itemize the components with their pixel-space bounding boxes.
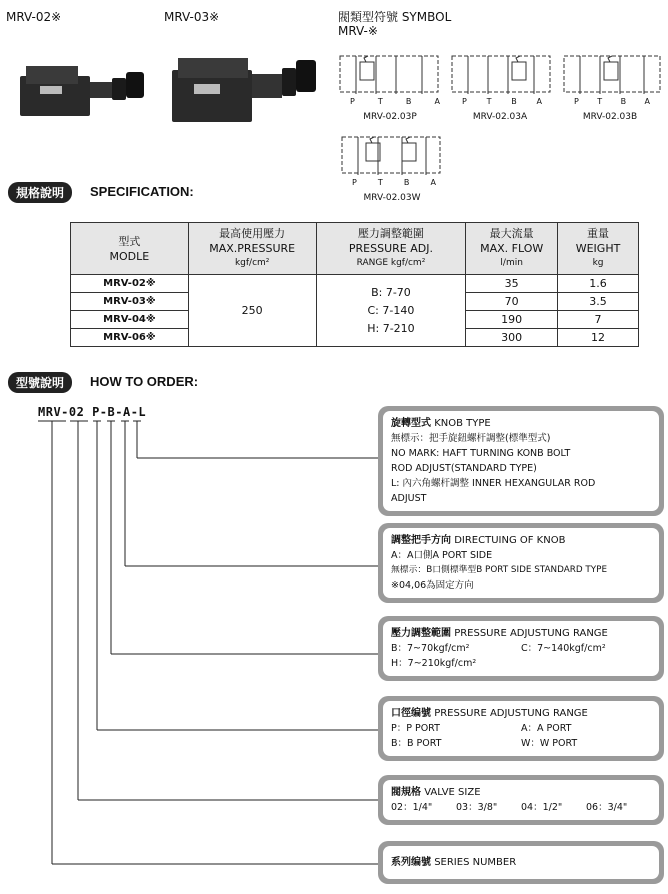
valve-size-item: 06：3/4" [586,802,628,813]
port-label: A [536,97,542,106]
box-heading-en: PRESSURE ADJUSTUNG RANGE [454,628,608,639]
spec-title: SPECIFICATION: [90,184,194,199]
box-line: P：P PORT [391,723,440,734]
table-cell-weight: 7 [558,311,639,329]
box-heading-en: SERIES NUMBER [434,857,517,868]
box-line: NO MARK: HAFT TURNING KONB BOLT [391,448,571,459]
order-box-series [378,841,664,884]
table-cell-flow: 35 [466,275,558,293]
box-heading-en: KNOB TYPE [434,418,491,429]
port-label: P [350,97,355,106]
symbol-caption-p: MRV-02.03P [363,112,417,122]
table-cell-model: MRV-04※ [71,311,189,329]
port-label: A [434,97,440,106]
spec-header-model: 型式 MODLE [71,223,189,275]
port-label: T [597,97,603,106]
port-label: P [574,97,579,106]
valve-size-item: 04：1/2" [521,802,563,813]
box-line: W：W PORT [521,738,578,749]
box-heading-en: VALVE SIZE [424,787,481,798]
symbol-caption-w: MRV-02.03W [363,193,421,203]
box-heading-en: PRESSURE ADJUSTUNG RANGE [434,708,588,719]
box-line: 無標示：把手旋鈕螺杆調整(標準型式) [391,433,551,444]
symbol-caption-a: MRV-02.03A [472,112,528,122]
box-line: ADJUST [391,493,427,504]
spec-badge: 規格說明 [8,182,72,203]
table-cell-flow: 70 [466,293,558,311]
order-box-port [378,696,664,761]
port-label: P [462,97,467,106]
model-label-right: MRV-03※ [164,10,220,24]
table-cell-flow: 190 [466,311,558,329]
port-label: A [644,97,650,106]
order-box-valve-size [378,775,664,825]
box-line: B：7~70kgf/cm² [391,643,470,654]
port-label: T [486,97,492,106]
order-title: HOW TO ORDER: [90,374,199,389]
port-label: B [405,97,412,106]
box-heading-zh: 壓力調整範圍 [391,628,451,639]
port-label: B [620,97,627,106]
box-heading-en: DIRECTUING OF KNOB [454,535,566,546]
valve-size-item: 03：3/8" [456,802,498,813]
table-cell-weight: 12 [558,329,639,347]
port-label: T [377,97,383,106]
symbol-title-line2: MRV-※ [338,24,378,38]
box-heading-zh: 旋轉型式 [391,418,431,429]
model-label-left: MRV-02※ [6,10,62,24]
spec-header-flow: 最大流量 MAX. FLOW l/min [466,223,558,275]
port-label: P [352,178,357,187]
box-heading-zh: 口徑编號 [391,708,431,719]
range-line: B: 7-70 [371,285,411,299]
box-line: ROD ADJUST(STANDARD TYPE) [391,463,537,474]
symbol-title-line1: 閥類型符號 SYMBOL [338,10,452,24]
box-heading-zh: 調整把手方向 [391,535,451,546]
order-box-knob-type [378,406,664,516]
port-label: B [403,178,410,187]
port-label: B [511,97,517,106]
valve-size-item: 02：1/4" [391,802,433,813]
box-line: 無標示：B口側標準型B PORT SIDE STANDARD TYPE [391,565,608,575]
box-line: H：7~210kgf/cm² [391,658,477,669]
table-cell-model: MRV-02※ [71,275,189,293]
table-cell-model: MRV-06※ [71,329,189,347]
symbol-caption-b: MRV-02.03B [582,112,638,122]
box-line: A：A口側A PORT SIDE [391,550,493,561]
order-code: MRV-02 P-B-A-L [38,405,147,419]
box-line [521,656,651,671]
box-line: A：A PORT [521,723,572,734]
box-line: C：7~140kgf/cm² [521,643,606,654]
table-cell-model: MRV-03※ [71,293,189,311]
box-line: ※04,06為固定方向 [391,580,474,591]
order-box-knob-direction [378,523,664,603]
table-cell-max-pressure: 250 [188,275,316,347]
box-heading-zh: 系列编號 [391,857,431,868]
spec-header-weight: 重量 WEIGHT kg [558,223,639,275]
spec-header-pressure: 最高使用壓力 MAX.PRESSURE kgf/cm² [188,223,316,275]
table-cell-flow: 300 [466,329,558,347]
range-line: C: 7-140 [367,303,415,317]
table-cell-weight: 3.5 [558,293,639,311]
port-label: T [377,178,383,187]
box-line: L: 內六角螺杆調整 INNER HEXANGULAR ROD [391,478,596,489]
order-badge: 型號說明 [8,372,72,393]
range-line: H: 7-210 [367,321,415,335]
port-label: A [430,178,436,187]
box-heading-zh: 閥規格 [391,787,421,798]
box-line: B：B PORT [391,738,442,749]
order-box-pressure-range [378,616,664,681]
spec-header-range: 壓力調整範圍 PRESSURE ADJ. RANGE kgf/cm² [316,223,466,275]
table-cell-weight: 1.6 [558,275,639,293]
